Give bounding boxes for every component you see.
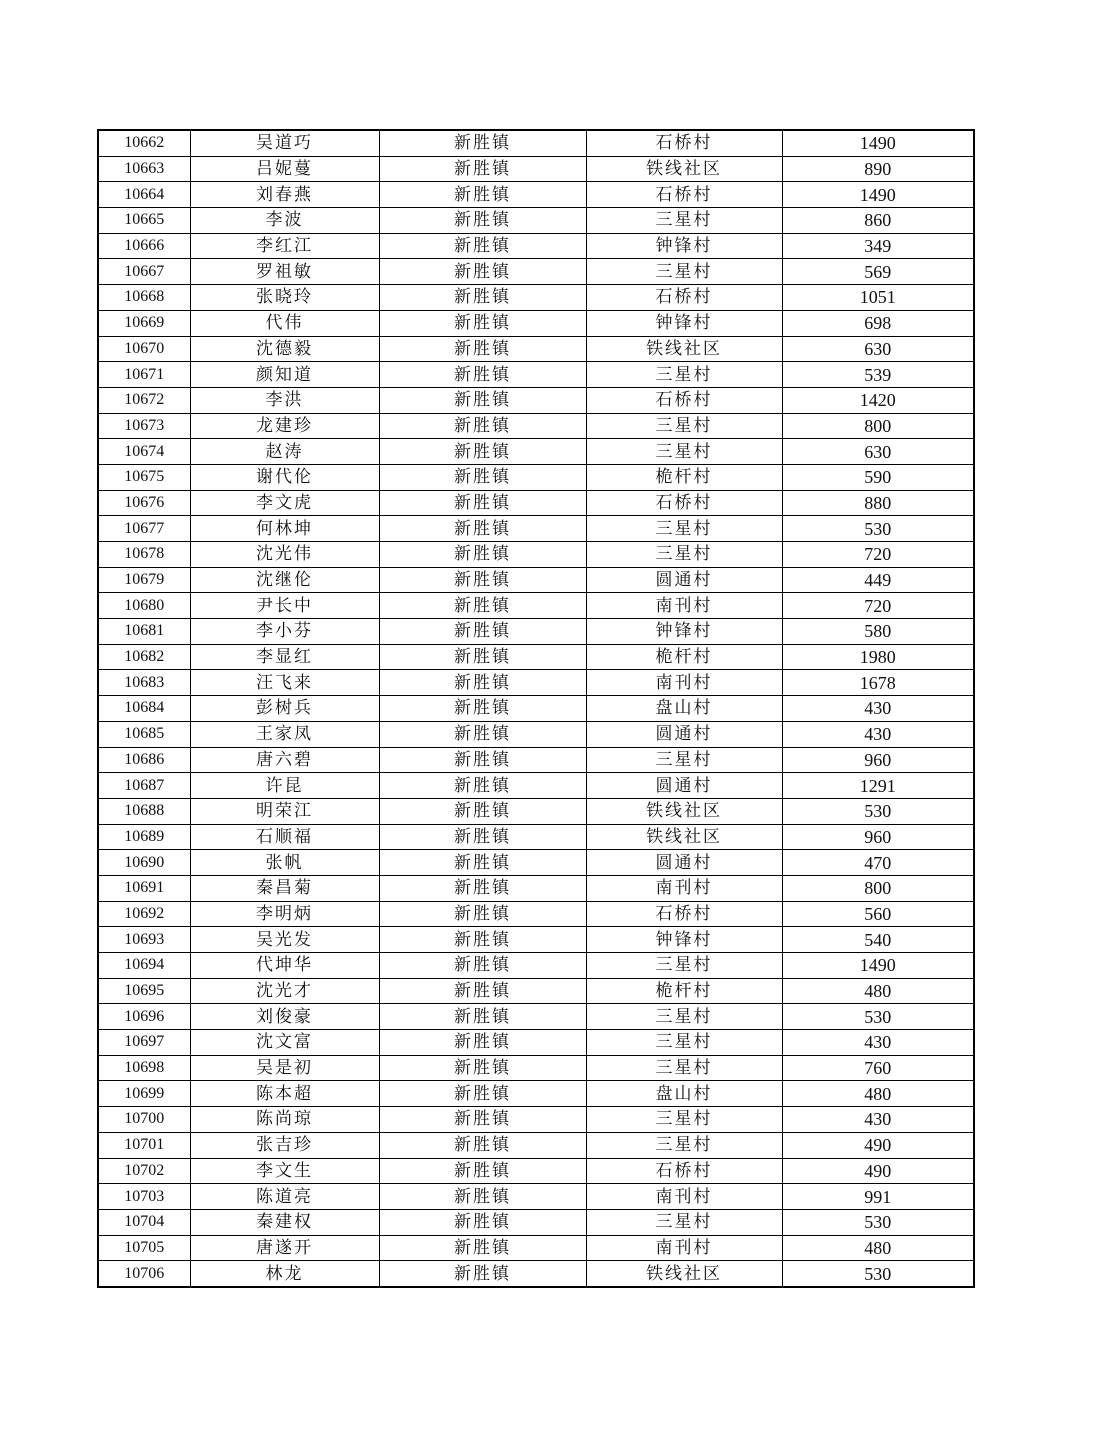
town-cell: 新胜镇	[379, 1158, 586, 1184]
table-row	[98, 387, 974, 413]
village-cell: 南刊村	[586, 875, 782, 901]
person-name-cell: 谢代伦	[190, 464, 379, 490]
table-row	[98, 208, 974, 234]
town-cell: 新胜镇	[379, 798, 586, 824]
record-id-cell: 10702	[98, 1158, 190, 1184]
village-cell: 石桥村	[586, 1158, 782, 1184]
table-row	[98, 824, 974, 850]
table-row	[98, 1004, 974, 1030]
village-cell: 桅杆村	[586, 464, 782, 490]
record-id-cell: 10692	[98, 901, 190, 927]
amount-cell: 800	[782, 413, 974, 439]
amount-cell: 540	[782, 927, 974, 953]
table-row	[98, 439, 974, 465]
record-id-cell: 10671	[98, 362, 190, 388]
village-cell: 南刊村	[586, 1235, 782, 1261]
table-row	[98, 182, 974, 208]
village-cell: 铁线社区	[586, 824, 782, 850]
village-cell: 石桥村	[586, 130, 782, 156]
town-cell: 新胜镇	[379, 644, 586, 670]
person-name-cell: 代坤华	[190, 953, 379, 979]
table-row	[98, 747, 974, 773]
town-cell: 新胜镇	[379, 310, 586, 336]
amount-cell: 530	[782, 798, 974, 824]
table-row	[98, 490, 974, 516]
village-cell: 圆通村	[586, 773, 782, 799]
village-cell: 三星村	[586, 362, 782, 388]
person-name-cell: 李红江	[190, 233, 379, 259]
village-cell: 石桥村	[586, 490, 782, 516]
table-row	[98, 362, 974, 388]
table-row	[98, 516, 974, 542]
table-row	[98, 1081, 974, 1107]
table-row	[98, 875, 974, 901]
town-cell: 新胜镇	[379, 208, 586, 234]
person-name-cell: 陈道亮	[190, 1184, 379, 1210]
record-id-cell: 10665	[98, 208, 190, 234]
record-id-cell: 10698	[98, 1055, 190, 1081]
town-cell: 新胜镇	[379, 1030, 586, 1056]
amount-cell: 470	[782, 850, 974, 876]
person-name-cell: 尹长中	[190, 593, 379, 619]
amount-cell: 1490	[782, 953, 974, 979]
amount-cell: 991	[782, 1184, 974, 1210]
town-cell: 新胜镇	[379, 233, 586, 259]
amount-cell: 720	[782, 593, 974, 619]
town-cell: 新胜镇	[379, 978, 586, 1004]
amount-cell: 890	[782, 156, 974, 182]
amount-cell: 698	[782, 310, 974, 336]
person-name-cell: 林龙	[190, 1261, 379, 1287]
record-id-cell: 10689	[98, 824, 190, 850]
amount-cell: 960	[782, 747, 974, 773]
village-cell: 钟锋村	[586, 927, 782, 953]
amount-cell: 960	[782, 824, 974, 850]
table-row	[98, 798, 974, 824]
village-cell: 三星村	[586, 1132, 782, 1158]
person-name-cell: 代伟	[190, 310, 379, 336]
town-cell: 新胜镇	[379, 464, 586, 490]
amount-cell: 760	[782, 1055, 974, 1081]
table-row	[98, 927, 974, 953]
village-cell: 钟锋村	[586, 310, 782, 336]
table-row	[98, 1055, 974, 1081]
amount-cell: 530	[782, 516, 974, 542]
village-cell: 三星村	[586, 542, 782, 568]
person-name-cell: 张吉珍	[190, 1132, 379, 1158]
person-name-cell: 李明炳	[190, 901, 379, 927]
record-id-cell: 10699	[98, 1081, 190, 1107]
village-cell: 三星村	[586, 1004, 782, 1030]
amount-cell: 430	[782, 696, 974, 722]
table-row	[98, 593, 974, 619]
amount-cell: 490	[782, 1158, 974, 1184]
town-cell: 新胜镇	[379, 850, 586, 876]
record-id-cell: 10700	[98, 1107, 190, 1133]
amount-cell: 580	[782, 619, 974, 645]
town-cell: 新胜镇	[379, 1004, 586, 1030]
record-id-cell: 10669	[98, 310, 190, 336]
record-id-cell: 10667	[98, 259, 190, 285]
village-cell: 三星村	[586, 1030, 782, 1056]
town-cell: 新胜镇	[379, 490, 586, 516]
person-name-cell: 汪飞来	[190, 670, 379, 696]
record-id-cell: 10675	[98, 464, 190, 490]
person-name-cell: 罗祖敏	[190, 259, 379, 285]
amount-cell: 590	[782, 464, 974, 490]
town-cell: 新胜镇	[379, 387, 586, 413]
amount-cell: 800	[782, 875, 974, 901]
town-cell: 新胜镇	[379, 747, 586, 773]
village-cell: 三星村	[586, 1209, 782, 1235]
village-cell: 铁线社区	[586, 798, 782, 824]
person-name-cell: 李波	[190, 208, 379, 234]
village-cell: 桅杆村	[586, 644, 782, 670]
table-row	[98, 413, 974, 439]
village-cell: 南刊村	[586, 670, 782, 696]
town-cell: 新胜镇	[379, 927, 586, 953]
amount-cell: 539	[782, 362, 974, 388]
person-name-cell: 秦建权	[190, 1209, 379, 1235]
person-name-cell: 何林坤	[190, 516, 379, 542]
record-id-cell: 10663	[98, 156, 190, 182]
amount-cell: 480	[782, 978, 974, 1004]
town-cell: 新胜镇	[379, 1107, 586, 1133]
person-name-cell: 李显红	[190, 644, 379, 670]
village-cell: 三星村	[586, 953, 782, 979]
town-cell: 新胜镇	[379, 567, 586, 593]
record-id-cell: 10681	[98, 619, 190, 645]
record-id-cell: 10696	[98, 1004, 190, 1030]
person-name-cell: 陈尚琼	[190, 1107, 379, 1133]
record-id-cell: 10690	[98, 850, 190, 876]
village-cell: 铁线社区	[586, 156, 782, 182]
town-cell: 新胜镇	[379, 516, 586, 542]
village-cell: 三星村	[586, 516, 782, 542]
village-cell: 圆通村	[586, 721, 782, 747]
record-id-cell: 10670	[98, 336, 190, 362]
table-row	[98, 1235, 974, 1261]
person-name-cell: 唐遂开	[190, 1235, 379, 1261]
town-cell: 新胜镇	[379, 362, 586, 388]
record-id-cell: 10695	[98, 978, 190, 1004]
amount-cell: 1490	[782, 130, 974, 156]
town-cell: 新胜镇	[379, 670, 586, 696]
town-cell: 新胜镇	[379, 901, 586, 927]
record-id-cell: 10685	[98, 721, 190, 747]
person-name-cell: 沈光才	[190, 978, 379, 1004]
village-cell: 圆通村	[586, 850, 782, 876]
village-cell: 铁线社区	[586, 1261, 782, 1287]
person-name-cell: 龙建珍	[190, 413, 379, 439]
record-id-cell: 10705	[98, 1235, 190, 1261]
record-id-cell: 10688	[98, 798, 190, 824]
person-name-cell: 沈文富	[190, 1030, 379, 1056]
person-name-cell: 沈继伦	[190, 567, 379, 593]
record-id-cell: 10676	[98, 490, 190, 516]
village-cell: 钟锋村	[586, 233, 782, 259]
town-cell: 新胜镇	[379, 182, 586, 208]
table-row	[98, 721, 974, 747]
table-row	[98, 259, 974, 285]
table-row	[98, 773, 974, 799]
person-name-cell: 王家凤	[190, 721, 379, 747]
person-name-cell: 沈光伟	[190, 542, 379, 568]
record-id-cell: 10668	[98, 285, 190, 311]
record-id-cell: 10701	[98, 1132, 190, 1158]
person-name-cell: 吴光发	[190, 927, 379, 953]
village-cell: 石桥村	[586, 182, 782, 208]
table-row	[98, 285, 974, 311]
amount-cell: 530	[782, 1004, 974, 1030]
amount-cell: 530	[782, 1261, 974, 1287]
town-cell: 新胜镇	[379, 773, 586, 799]
record-id-cell: 10683	[98, 670, 190, 696]
town-cell: 新胜镇	[379, 413, 586, 439]
person-name-cell: 秦昌菊	[190, 875, 379, 901]
town-cell: 新胜镇	[379, 875, 586, 901]
town-cell: 新胜镇	[379, 156, 586, 182]
amount-cell: 1980	[782, 644, 974, 670]
amount-cell: 430	[782, 1030, 974, 1056]
village-cell: 石桥村	[586, 285, 782, 311]
table-row	[98, 130, 974, 156]
town-cell: 新胜镇	[379, 619, 586, 645]
town-cell: 新胜镇	[379, 542, 586, 568]
town-cell: 新胜镇	[379, 1209, 586, 1235]
record-id-cell: 10673	[98, 413, 190, 439]
amount-cell: 530	[782, 1209, 974, 1235]
town-cell: 新胜镇	[379, 1132, 586, 1158]
record-id-cell: 10691	[98, 875, 190, 901]
record-id-cell: 10674	[98, 439, 190, 465]
village-cell: 南刊村	[586, 593, 782, 619]
record-id-cell: 10672	[98, 387, 190, 413]
town-cell: 新胜镇	[379, 953, 586, 979]
table-row	[98, 619, 974, 645]
person-name-cell: 石顺福	[190, 824, 379, 850]
village-cell: 三星村	[586, 747, 782, 773]
village-cell: 钟锋村	[586, 619, 782, 645]
amount-cell: 560	[782, 901, 974, 927]
person-name-cell: 李文生	[190, 1158, 379, 1184]
person-name-cell: 唐六碧	[190, 747, 379, 773]
village-cell: 南刊村	[586, 1184, 782, 1210]
village-cell: 盘山村	[586, 1081, 782, 1107]
table-row	[98, 1030, 974, 1056]
amount-cell: 480	[782, 1235, 974, 1261]
table-row	[98, 670, 974, 696]
village-cell: 三星村	[586, 1107, 782, 1133]
person-name-cell: 许昆	[190, 773, 379, 799]
person-name-cell: 陈本超	[190, 1081, 379, 1107]
table-row	[98, 464, 974, 490]
table-row	[98, 1158, 974, 1184]
village-cell: 铁线社区	[586, 336, 782, 362]
village-cell: 三星村	[586, 413, 782, 439]
person-name-cell: 赵涛	[190, 439, 379, 465]
table-row	[98, 1261, 974, 1287]
table-row	[98, 953, 974, 979]
village-cell: 圆通村	[586, 567, 782, 593]
town-cell: 新胜镇	[379, 1261, 586, 1287]
amount-cell: 1291	[782, 773, 974, 799]
roster-table	[97, 129, 975, 1288]
table-row	[98, 310, 974, 336]
person-name-cell: 李文虎	[190, 490, 379, 516]
amount-cell: 860	[782, 208, 974, 234]
person-name-cell: 张晓玲	[190, 285, 379, 311]
person-name-cell: 李洪	[190, 387, 379, 413]
record-id-cell: 10704	[98, 1209, 190, 1235]
table-row	[98, 233, 974, 259]
amount-cell: 630	[782, 439, 974, 465]
table-row	[98, 156, 974, 182]
amount-cell: 349	[782, 233, 974, 259]
town-cell: 新胜镇	[379, 439, 586, 465]
table-row	[98, 901, 974, 927]
table-row	[98, 336, 974, 362]
record-id-cell: 10694	[98, 953, 190, 979]
town-cell: 新胜镇	[379, 721, 586, 747]
table-row	[98, 978, 974, 1004]
town-cell: 新胜镇	[379, 696, 586, 722]
record-id-cell: 10664	[98, 182, 190, 208]
amount-cell: 720	[782, 542, 974, 568]
record-id-cell: 10686	[98, 747, 190, 773]
record-id-cell: 10706	[98, 1261, 190, 1287]
amount-cell: 630	[782, 336, 974, 362]
town-cell: 新胜镇	[379, 1235, 586, 1261]
town-cell: 新胜镇	[379, 1055, 586, 1081]
person-name-cell: 吕妮蔓	[190, 156, 379, 182]
town-cell: 新胜镇	[379, 285, 586, 311]
person-name-cell: 吴道巧	[190, 130, 379, 156]
person-name-cell: 李小芬	[190, 619, 379, 645]
person-name-cell: 张帆	[190, 850, 379, 876]
person-name-cell: 明荣江	[190, 798, 379, 824]
record-id-cell: 10679	[98, 567, 190, 593]
village-cell: 石桥村	[586, 387, 782, 413]
amount-cell: 880	[782, 490, 974, 516]
roster-table-body	[98, 130, 974, 1287]
record-id-cell: 10680	[98, 593, 190, 619]
amount-cell: 1420	[782, 387, 974, 413]
village-cell: 三星村	[586, 208, 782, 234]
village-cell: 盘山村	[586, 696, 782, 722]
table-row	[98, 850, 974, 876]
record-id-cell: 10662	[98, 130, 190, 156]
amount-cell: 449	[782, 567, 974, 593]
town-cell: 新胜镇	[379, 824, 586, 850]
amount-cell: 490	[782, 1132, 974, 1158]
amount-cell: 569	[782, 259, 974, 285]
table-row	[98, 644, 974, 670]
person-name-cell: 颜知道	[190, 362, 379, 388]
record-id-cell: 10666	[98, 233, 190, 259]
town-cell: 新胜镇	[379, 1184, 586, 1210]
record-id-cell: 10697	[98, 1030, 190, 1056]
village-cell: 石桥村	[586, 901, 782, 927]
town-cell: 新胜镇	[379, 259, 586, 285]
town-cell: 新胜镇	[379, 593, 586, 619]
table-row	[98, 542, 974, 568]
record-id-cell: 10703	[98, 1184, 190, 1210]
table-row	[98, 567, 974, 593]
person-name-cell: 沈德毅	[190, 336, 379, 362]
village-cell: 三星村	[586, 439, 782, 465]
record-id-cell: 10684	[98, 696, 190, 722]
table-row	[98, 1132, 974, 1158]
person-name-cell: 彭树兵	[190, 696, 379, 722]
record-id-cell: 10693	[98, 927, 190, 953]
village-cell: 桅杆村	[586, 978, 782, 1004]
amount-cell: 480	[782, 1081, 974, 1107]
person-name-cell: 刘春燕	[190, 182, 379, 208]
town-cell: 新胜镇	[379, 130, 586, 156]
amount-cell: 1490	[782, 182, 974, 208]
person-name-cell: 吴是初	[190, 1055, 379, 1081]
record-id-cell: 10678	[98, 542, 190, 568]
amount-cell: 1678	[782, 670, 974, 696]
table-row	[98, 696, 974, 722]
village-cell: 三星村	[586, 259, 782, 285]
town-cell: 新胜镇	[379, 1081, 586, 1107]
town-cell: 新胜镇	[379, 336, 586, 362]
table-row	[98, 1209, 974, 1235]
table-row	[98, 1107, 974, 1133]
person-name-cell: 刘俊豪	[190, 1004, 379, 1030]
record-id-cell: 10677	[98, 516, 190, 542]
village-cell: 三星村	[586, 1055, 782, 1081]
table-row	[98, 1184, 974, 1210]
amount-cell: 1051	[782, 285, 974, 311]
record-id-cell: 10687	[98, 773, 190, 799]
record-id-cell: 10682	[98, 644, 190, 670]
amount-cell: 430	[782, 721, 974, 747]
amount-cell: 430	[782, 1107, 974, 1133]
